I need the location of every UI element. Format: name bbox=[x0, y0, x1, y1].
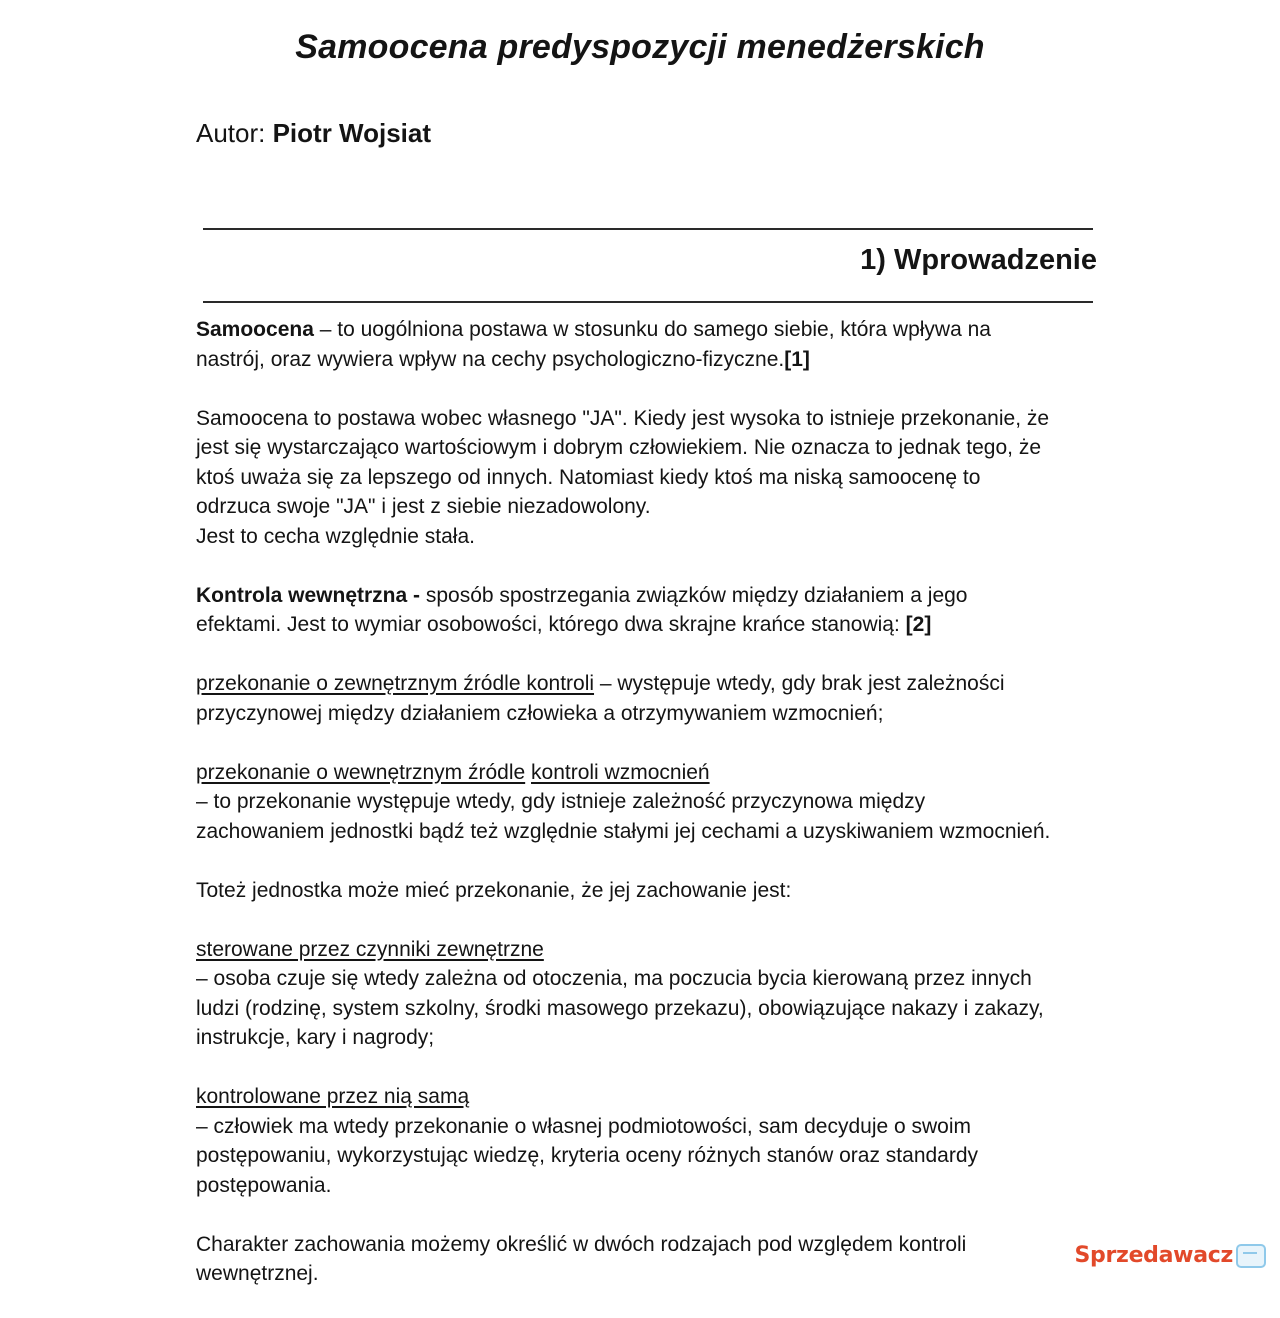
text-line: Samoocena to postawa wobec własnego "JA". Kiedy jest wysoka to istnieje przekonanie, że bbox=[196, 406, 1050, 430]
author-name: Piotr Wojsiat bbox=[272, 118, 432, 148]
paragraph-kontrola-definition bbox=[196, 581, 1106, 640]
paragraph-conviction-intro bbox=[196, 876, 1106, 906]
text-line: efektami. Jest to wymiar osobowości, którego dwa skrajne krańce stanowią: bbox=[196, 613, 906, 636]
tag-icon bbox=[1236, 1244, 1266, 1268]
text-line: – to przekonanie występuje wtedy, gdy istnieje zależność przyczynowa między bbox=[196, 790, 926, 813]
text-line: instrukcje, kary i nagrody; bbox=[196, 1026, 435, 1049]
term-internal-control-b: kontroli wzmocnień bbox=[531, 760, 710, 784]
paragraph-external-factors bbox=[196, 935, 1106, 1053]
term-external-control: przekonanie o zewnętrznym źródle kontroli bbox=[196, 672, 595, 695]
reference-2: [2] bbox=[905, 613, 932, 636]
text-line: odrzuca swoje "JA" i jest z siebie niezadowolony. bbox=[196, 495, 651, 518]
text-line: – występuje wtedy, gdy brak jest zależności bbox=[594, 672, 1005, 695]
paragraph-external-control bbox=[196, 669, 1106, 728]
document-title: Samoocena predyspozycji menedżerskich bbox=[295, 28, 985, 66]
text-line: postępowaniu, wykorzystując wiedzę, kryteria oceny różnych stanów oraz standardy bbox=[196, 1144, 979, 1167]
text-line: wewnętrznej. bbox=[196, 1262, 319, 1285]
text-line: nastrój, oraz wywiera wpływ na cechy psychologiczno-fizyczne. bbox=[196, 347, 785, 371]
divider-bottom bbox=[203, 301, 1093, 303]
author-label: Autor: bbox=[196, 118, 273, 148]
reference-1: [1] bbox=[784, 347, 810, 371]
author-line bbox=[196, 118, 431, 149]
paragraph-samoocena-definition bbox=[196, 315, 1106, 374]
text-line: postępowania. bbox=[196, 1173, 332, 1197]
text-line: – to uogólniona postawa w stosunku do samego siebie, która wpływa na bbox=[313, 318, 991, 341]
watermark-logo bbox=[1075, 1243, 1266, 1268]
term-internal-control-a: przekonanie o wewnętrznym źródle bbox=[196, 760, 526, 784]
text-line: przyczynowej między działaniem człowieka a otrzymywaniem wzmocnień; bbox=[196, 701, 884, 725]
paragraph-self-controlled bbox=[196, 1082, 1106, 1200]
text-line: zachowaniem jednostki bądź też względnie stałymi jej cechami a uzyskiwaniem wzmocnień. bbox=[196, 819, 1051, 843]
paragraph-internal-control bbox=[196, 758, 1106, 847]
watermark-text: Sprzedawacz bbox=[1074, 1243, 1233, 1268]
divider-top bbox=[203, 228, 1093, 230]
section-heading: 1) Wprowadzenie bbox=[860, 244, 1097, 276]
text-line: Charakter zachowania możemy określić w dwóch rodzajach pod względem kontroli bbox=[196, 1232, 967, 1256]
term-external-factors: sterowane przez czynniki zewnętrzne bbox=[196, 937, 544, 961]
term-self-controlled: kontrolowane przez nią samą bbox=[196, 1085, 470, 1108]
text-line: sposób spostrzegania związków między działaniem a jego bbox=[420, 583, 968, 607]
document-body bbox=[196, 315, 1106, 1318]
text-line: – osoba czuje się wtedy zależna od otoczenia, ma poczucia bycia kierowaną przez innych bbox=[196, 967, 1032, 990]
text-line: Jest to cecha względnie stała. bbox=[196, 524, 475, 548]
text-line: Toteż jednostka może mieć przekonanie, że jej zachowanie jest: bbox=[196, 878, 792, 902]
text-line: – człowiek ma wtedy przekonanie o własnej podmiotowości, sam decyduje o swoim bbox=[196, 1114, 972, 1138]
text-line: jest się wystarczająco wartościowym i dobrym człowiekiem. Nie oznacza to jednak tego, że bbox=[196, 436, 1041, 459]
paragraph-samoocena-description bbox=[196, 404, 1106, 552]
term-kontrola-wewnetrzna: Kontrola wewnętrzna - bbox=[196, 583, 421, 607]
text-line: ktoś uważa się za lepszego od innych. Natomiast kiedy ktoś ma niską samoocenę to bbox=[196, 465, 981, 489]
term-samoocena: Samoocena bbox=[196, 318, 314, 341]
text-line: ludzi (rodzinę, system szkolny, środki masowego przekazu), obowiązujące nakazy i zakazy, bbox=[196, 996, 1044, 1020]
